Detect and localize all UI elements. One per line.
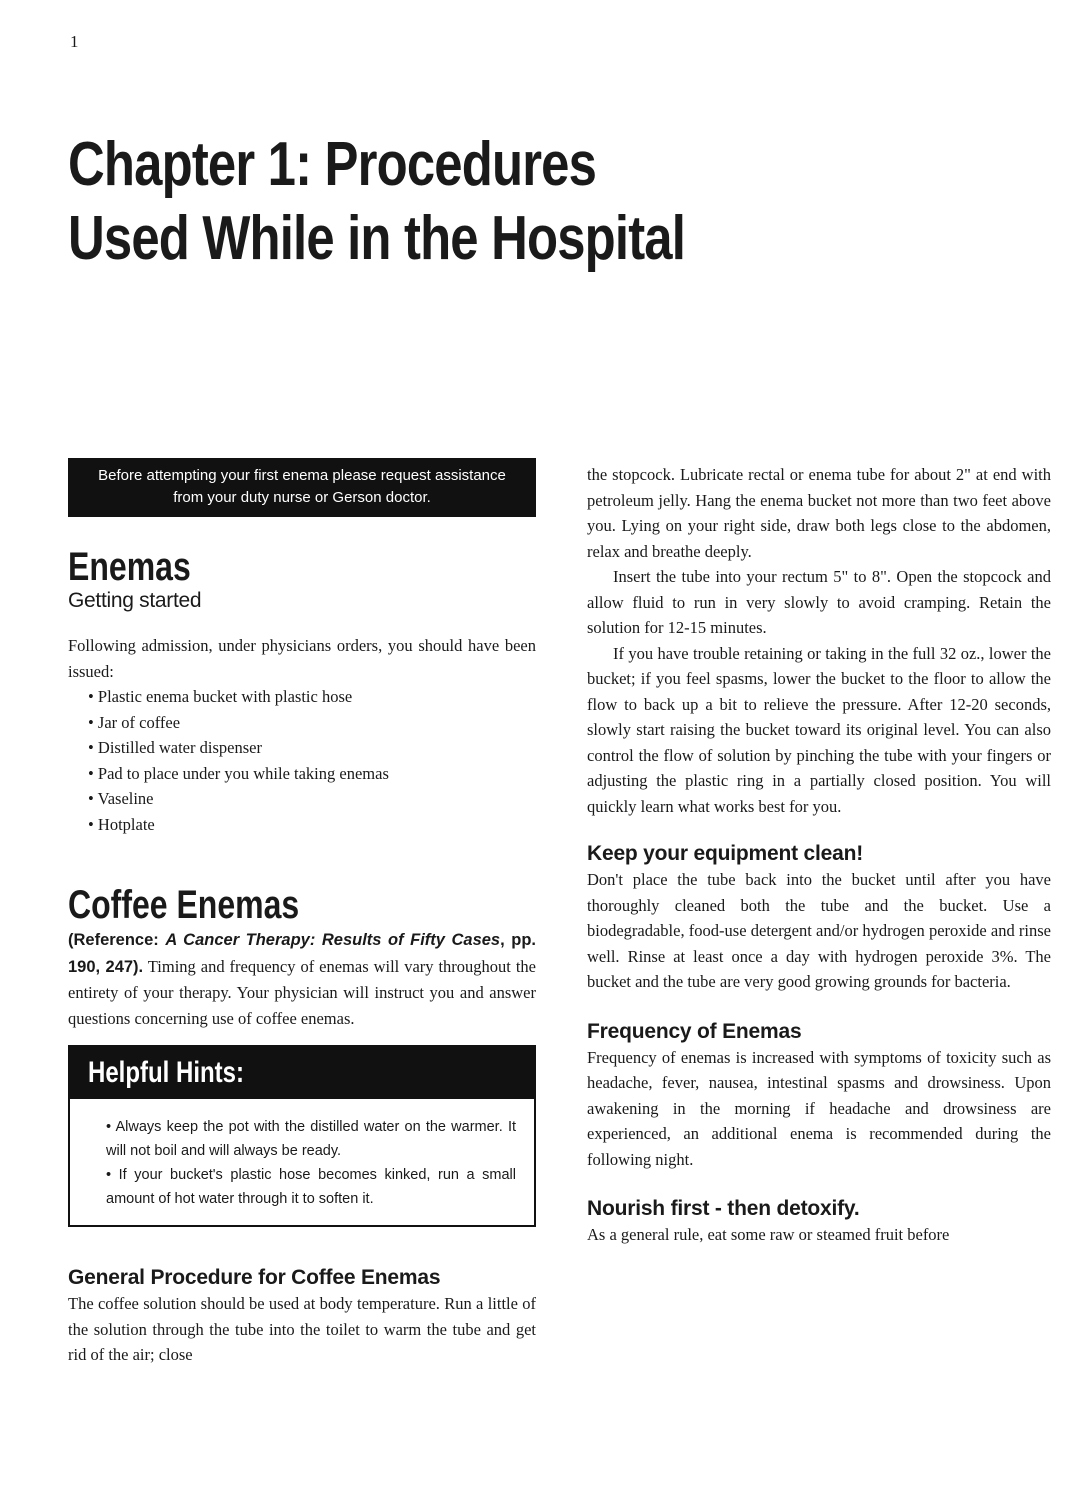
list-item: • Distilled water dispenser [88,735,536,761]
list-item: • Pad to place under you while taking enemas [88,761,536,787]
helpful-hints-header [70,1047,534,1099]
coffee-enemas-paragraph [68,927,536,1031]
list-item: • Hotplate [88,812,536,838]
keep-clean-heading: Keep your equipment clean! [587,842,864,865]
nourish-body: As a general rule, eat some raw or steamed fruit before [587,1225,950,1244]
chapter-title: Chapter 1: Procedures Used While in the Hospital [68,130,686,273]
notice-box: Before attempting your first enema please request assistance from your duty nurse or Gerson doctor. [68,458,536,517]
helpful-hints-heading: Helpful Hints: [88,1056,244,1089]
procedure-continued: the stopcock. Lubricate rectal or enema tube for about 2" at end with petroleum jelly. Hang the enema bucket not more than two feet above you. Lying on your right side, draw both legs close to the abdomen, relax and breathe deeply. [587,465,1051,561]
frequency-body: Frequency of enemas is increased with symptoms of toxicity such as headache, fever, nausea, intestinal spasms and drowsiness. Upon awakening in the morning if headache and drowsiness are experienced, an additional enema is recommended during the following night. [587,1047,1051,1169]
general-procedure-body: The coffee solution should be used at body temperature. Run a little of the solution through the tube into the toilet to warm the tube and get rid of the air; close [68,1294,536,1364]
right-column [587,462,1051,1248]
helpful-hints-body [70,1099,534,1225]
coffee-enemas-body: Timing and frequency of enemas will vary throughout the entirety of your therapy. Your physician will instruct you and answer questions concerning use of coffee enemas. [68,956,536,1028]
list-item: • Vaseline [88,786,536,812]
coffee-enemas-heading: Coffee Enemas [68,883,300,927]
reference-open: (Reference: [68,931,166,949]
reference-close: , pp. 190, 247). [68,931,536,976]
list-item: • Plastic enema bucket with plastic hose [88,684,536,710]
hint-item: • If your bucket's plastic hose becomes kinked, run a small amount of hot water through it to soften it. [106,1167,516,1207]
keep-clean-body: Don't place the tube back into the bucket until after you have thoroughly cleaned both the tube and the bucket. Use a biodegradable, food-use detergent and/or hydrogen peroxide and rinse well. Rinse at least once a day with hydrogen peroxide 3%. The bucket and the tube are very good growing grounds for bacteria. [587,870,1051,991]
helpful-hints-box [68,1045,536,1227]
enemas-subheading: Getting started [68,589,202,612]
nourish-heading: Nourish first - then detoxify. [587,1197,860,1220]
enemas-intro: Following admission, under physicians orders, you should have been issued: [68,636,536,681]
enemas-heading: Enemas [68,545,191,589]
insert-tube-paragraph: Insert the tube into your rectum 5" to 8". Open the stopcock and allow fluid to run in very slowly to avoid cramping. Retain the solution for 12-15 minutes. [587,567,1051,637]
frequency-heading: Frequency of Enemas [587,1019,802,1043]
general-procedure-heading: General Procedure for Coffee Enemas [68,1266,441,1289]
left-column [68,458,536,1368]
supplies-list [68,684,536,837]
list-item: • Jar of coffee [88,710,536,736]
trouble-paragraph: If you have trouble retaining or taking in the full 32 oz., lower the bucket; if you feel spasms, lower the bucket to the floor to allow the flow to back up a bit to relieve the pressure. After 12-20 seconds, slowly start raising the bucket toward its original level. You can also control the flow of solution by pinching the tube with your fingers or adjusting the plastic ring in a partially closed position. You will quickly learn what works best for you. [587,643,1051,816]
reference-title: A Cancer Therapy: Results of Fifty Cases [165,931,501,949]
hint-item: • Always keep the pot with the distilled water on the warmer. It will not boil and will always be ready. [106,1119,516,1159]
page-number: 1 [70,32,79,51]
